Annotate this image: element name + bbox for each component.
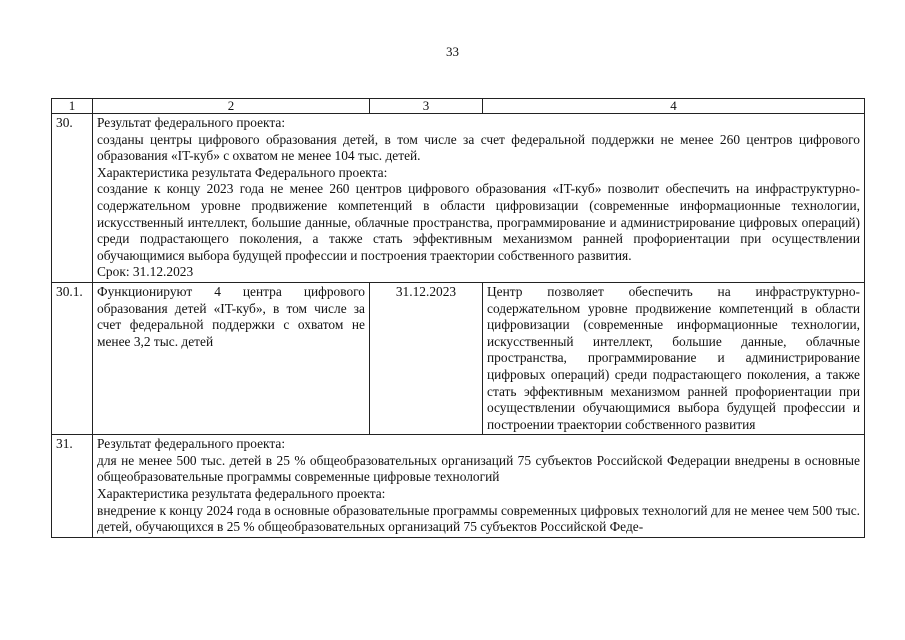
result-text: созданы центры цифрового образования детей, в том числе за счет федеральной поддержки не менее 260 центров цифрового образования «IT-куб» с охватом не менее 104 тыс. детей. (97, 131, 860, 164)
row-number: 30.1. (52, 282, 93, 434)
header-cell-3: 3 (370, 99, 483, 114)
project-results-table (51, 98, 865, 538)
result-description (93, 435, 865, 538)
table-row-30 (52, 114, 865, 283)
table-row-31 (52, 435, 865, 538)
result-text: для не менее 500 тыс. детей в 25 % общеобразовательных организаций 75 субъектов Российской Федерации внедрены в основные общеобразовательные программы современные цифровые технологий (97, 452, 860, 485)
deadline: Срок: 31.12.2023 (97, 264, 194, 280)
row-number: 30. (52, 114, 93, 283)
characteristic-text: создание к концу 2023 года не менее 260 центров цифрового образования «IT-куб» позволит обеспечить на инфраструктурно-содержательном уровне продвижение компетенций в области цифровизации (современные информационные технологии, искусственный интеллект, большие данные, облачные пространства, программирование и администрирование цифровых операций) среди подрастающего поколения, а также стать эффективным механизмом ранней профориентации при осуществлении обучающимися выбора будущей профессии и построения траектории собственного развития. (97, 181, 860, 263)
measure-deadline: 31.12.2023 (370, 282, 483, 434)
header-cell-4: 4 (483, 99, 865, 114)
header-cell-1: 1 (52, 99, 93, 114)
measure-description: Функционируют 4 центра цифрового образования детей «IT-куб», в том числе за счет федеральной поддержки с охватом не менее 3,2 тыс. детей (93, 282, 370, 434)
measure-characteristic: Центр позволяет обеспечить на инфраструктурно-содержательном уровне продвижение компетенций в области цифровизации (современные информационные технологии, искусственный интеллект, большие данные, облачные пространства, программирование и администрирование цифровых операций) среди подрастающего поколения, а также стать эффективным механизмом ранней профориентации при осуществлении обучающимися выбора будущей профессии и построении траектории собственного развития (483, 282, 865, 434)
result-title: Результат федерального проекта: (97, 436, 286, 452)
characteristic-text: внедрение к концу 2024 года в основные образовательные программы современных цифровых технологий для не менее чем 500 тыс. детей, обучающихся в 25 % общеобразовательных организаций 75 субъектов Российской Феде- (97, 502, 860, 535)
characteristic-title: Характеристика результата Федерального проекта: (97, 164, 388, 180)
result-title: Результат федерального проекта: (97, 115, 286, 130)
header-cell-2: 2 (93, 99, 370, 114)
table-header-row (52, 99, 865, 114)
result-description (93, 114, 865, 283)
page-number: 33 (446, 44, 459, 59)
row-number: 31. (52, 435, 93, 538)
table-row-30-1 (52, 282, 865, 434)
characteristic-title: Характеристика результата федерального проекта: (97, 486, 386, 502)
